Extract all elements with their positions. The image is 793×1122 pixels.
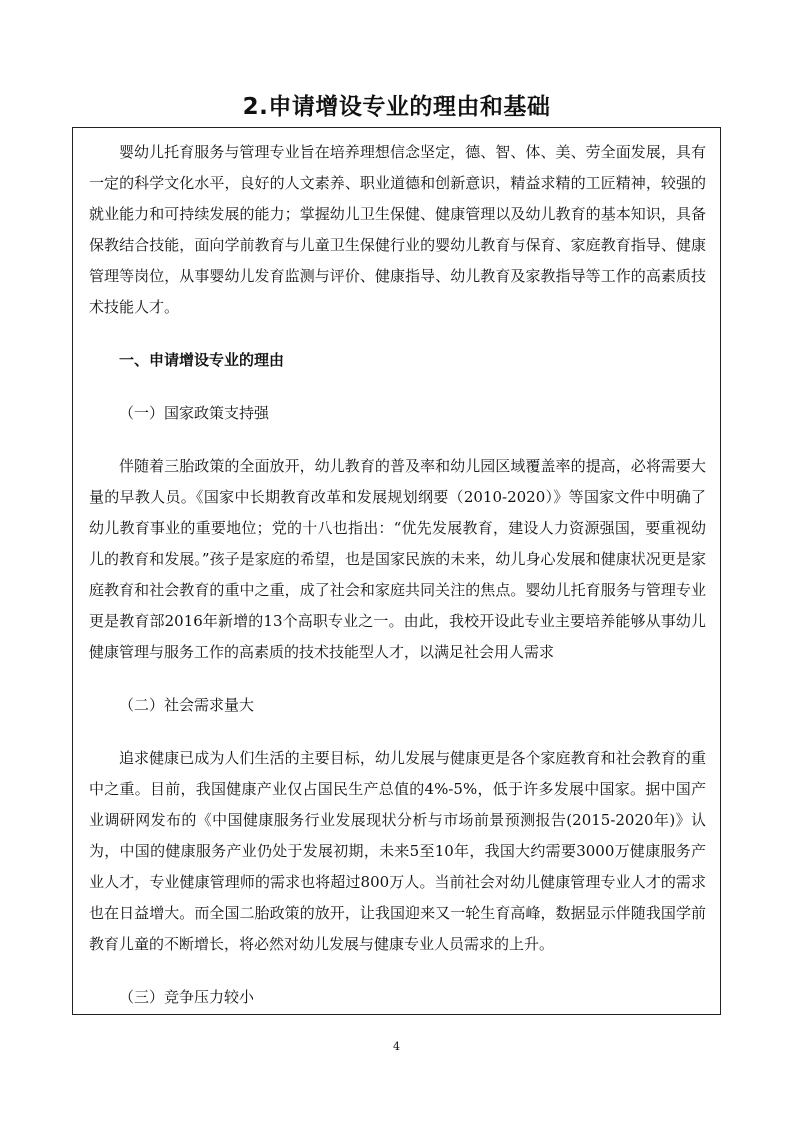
page-number: 4 xyxy=(393,1040,400,1053)
sub-heading-demand: （二）社会需求量大 xyxy=(119,696,255,714)
spacer xyxy=(89,668,706,690)
spacer xyxy=(89,960,706,982)
page-title: 2.申请增设专业的理由和基础 xyxy=(242,94,551,120)
content-box xyxy=(72,127,721,1015)
spacer xyxy=(89,323,706,345)
intro-paragraph: 婴幼儿托育服务与管理专业旨在培养理想信念坚定，德、智、体、美、劳全面发展，具有一定的科学文化水平，良好的人文素养、职业道德和创新意识，精益求精的工匠精神，较强的就业能力和可持续发展的能力；掌握幼儿卫生保健、健康管理以及幼儿教育的基本知识，具备保教结合技能，面向学前教育与儿童卫生保健行业的婴幼儿教育与保育、家庭教育指导、健康管理等岗位，从事婴幼儿发育监测与评价、健康指导、幼儿教育及家教指导等工作的高素质技术技能人才。 xyxy=(89,143,706,316)
demand-paragraph: 追求健康已成为人们生活的主要目标，幼儿发展与健康更是各个家庭教育和社会教育的重中之重。目前，我国健康产业仅占国民生产总值的4%-5%，低于许多发展中国家。据中国产业调研网发布的《中国健康服务行业发展现状分析与市场前景预测报告(2015-2020年)》认为，中国的健康服务产业仍处于发展初期，未来5至10年，我国大约需要3000万健康服务产业人才，专业健康管理师的需求也将超过800万人。当前社会对幼儿健康管理专业人才的需求也在日益增大。而全国二胎政策的放开，让我国迎来又一轮生育高峰，数据显示伴随我国学前教育儿童的不断增长，将必然对幼儿发展与健康专业人员需求的上升。 xyxy=(89,749,706,953)
section-heading-reasons: 一、申请增设专业的理由 xyxy=(119,351,285,369)
sub-heading-competition: （三）竞争压力较小 xyxy=(119,988,255,1006)
policy-paragraph: 伴随着三胎政策的全面放开，幼儿教育的普及率和幼儿园区域覆盖率的提高，必将需要大量的早教人员。《国家中长期教育改革和发展规划纲要（2010-2020）》等国家文件中明确了幼儿教育事业的重要地位；党的十八也指出：“优先发展教育，建设人力资源强国，要重视幼儿的教育和发展。”孩子是家庭的希望，也是国家民族的未来，幼儿身心发展和健康状况更是家庭教育和社会教育的重中之重，成了社会和家庭共同关注的焦点。婴幼儿托育服务与管理专业更是教育部2016年新增的13个高职专业之一。由此，我校开设此专业主要培养能够从事幼儿健康管理与服务工作的高素质的技术技能型人才，以满足社会用人需求 xyxy=(89,457,706,661)
spacer xyxy=(89,721,706,743)
spacer xyxy=(89,429,706,451)
spacer xyxy=(89,376,706,398)
sub-heading-policy: （一）国家政策支持强 xyxy=(119,404,270,422)
